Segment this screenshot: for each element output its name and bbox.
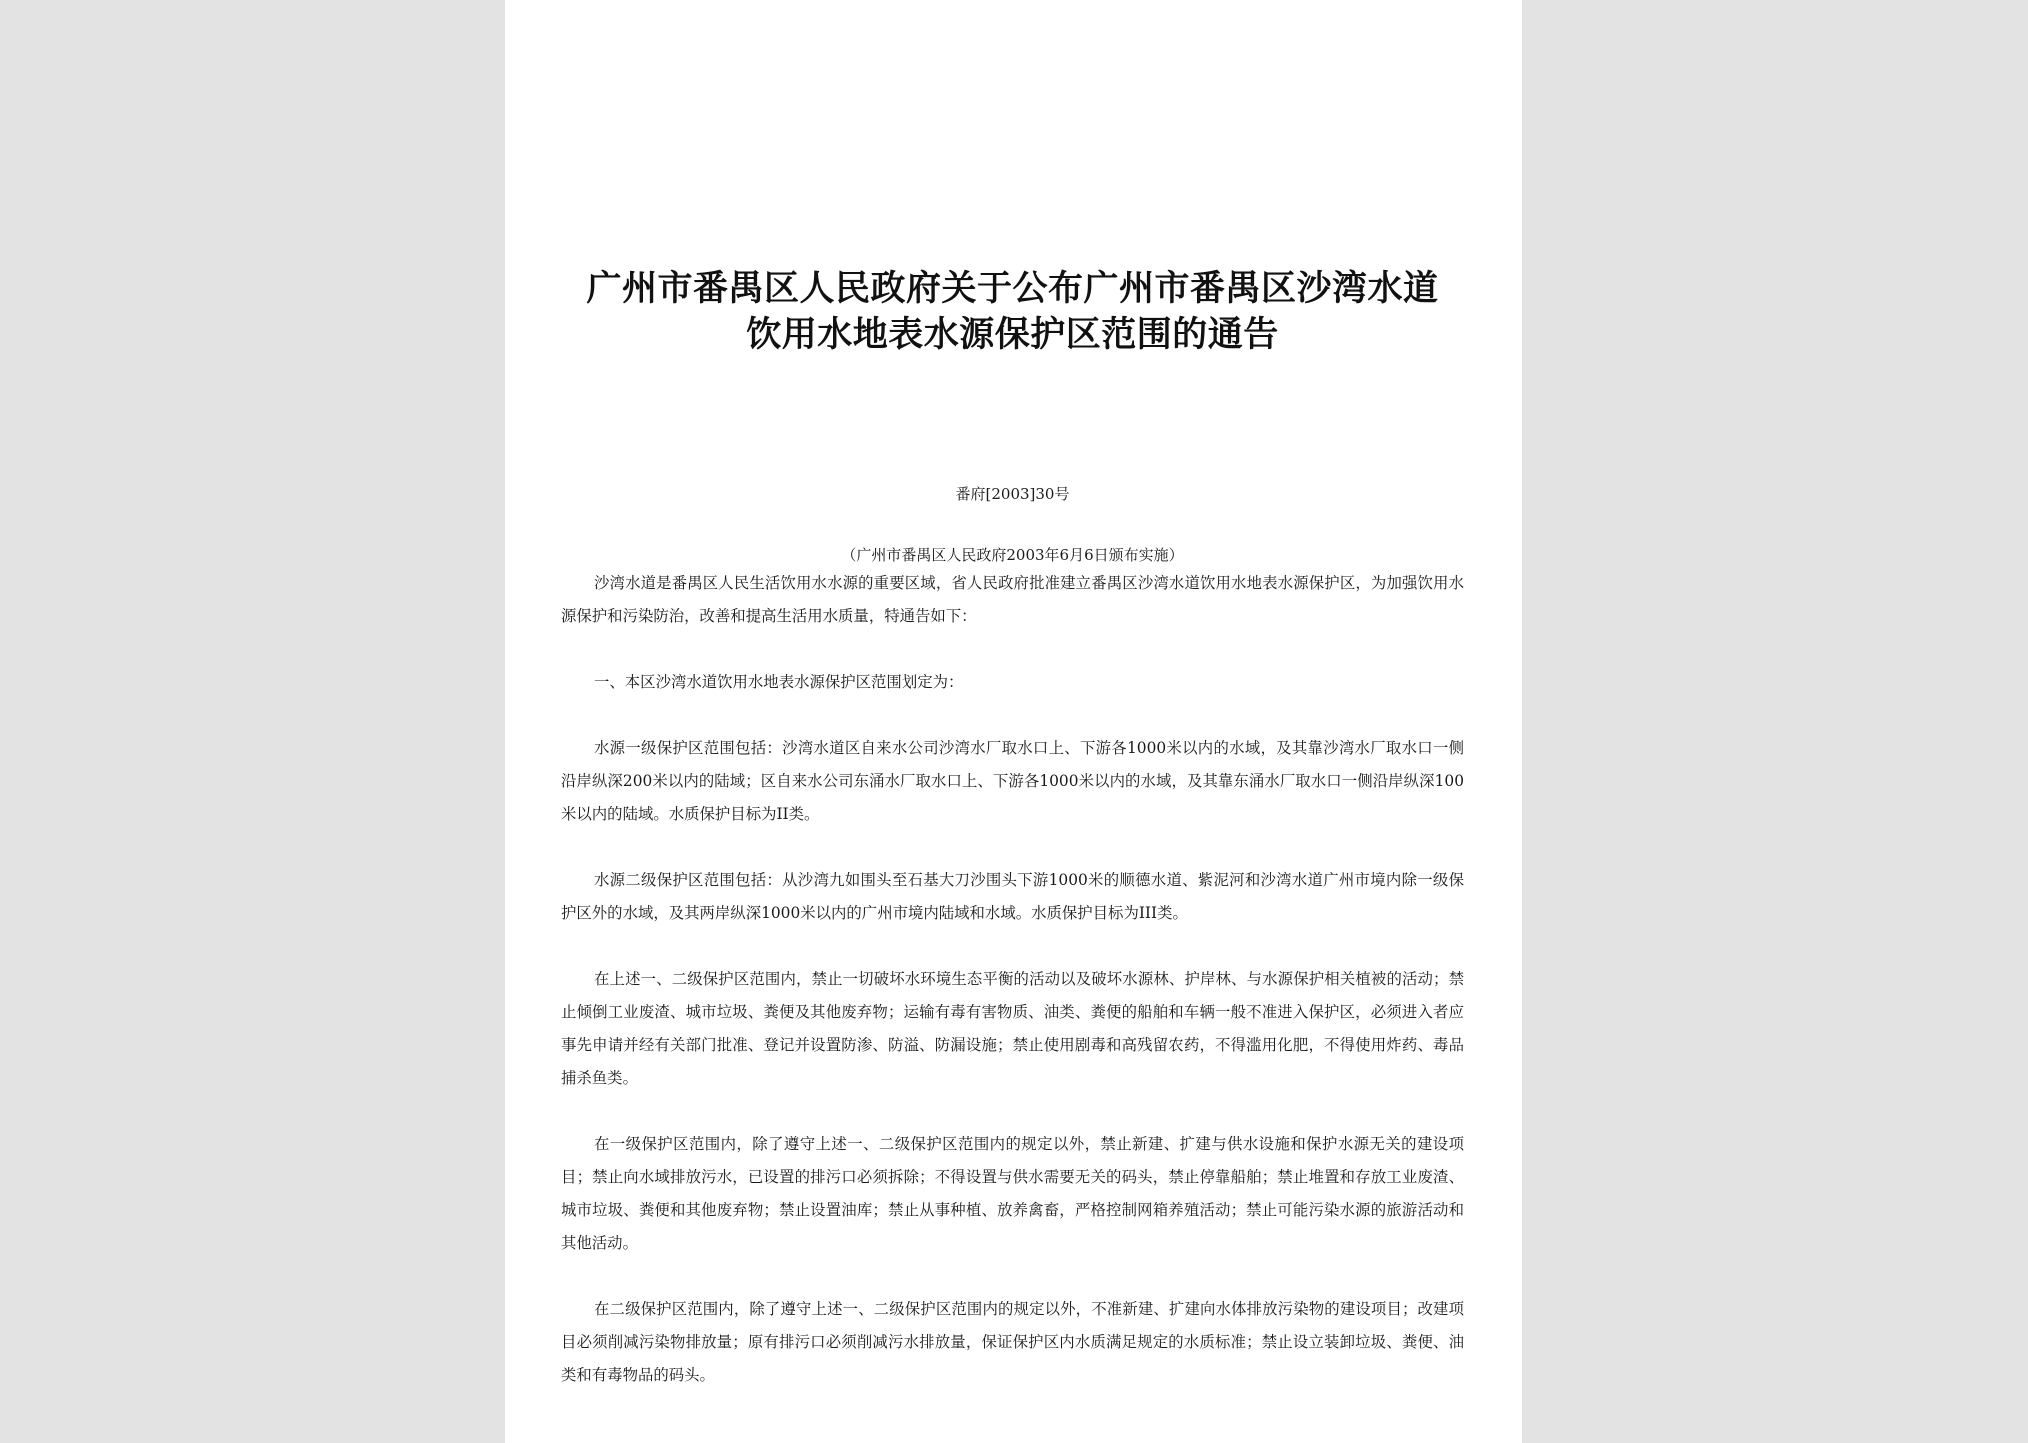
paragraph-level2-zone: 水源二级保护区范围包括：从沙湾九如围头至石基大刀沙围头下游1000米的顺德水道、紫泥河和沙湾水道广州市境内除一级保护区外的水域，及其两岸纵深1000米以内的广州市境内陆域和水域。水质保护目标为III类。: [561, 871, 1464, 922]
title-line-2: 饮用水地表水源保护区范围的通告: [746, 314, 1279, 355]
document-title: [561, 266, 1464, 358]
paragraph-level1-rules: 在一级保护区范围内，除了遵守上述一、二级保护区范围内的规定以外，禁止新建、扩建与供水设施和保护水源无关的建设项目；禁止向水域排放污水，已设置的排污口必须拆除；不得设置与供水需要无关的码头，禁止停靠船舶；禁止堆置和存放工业废渣、城市垃圾、粪便和其他废弃物；禁止设置油库；禁止从事种植、放养禽畜，严格控制网箱养殖活动；禁止可能污染水源的旅游活动和其他活动。: [561, 1135, 1464, 1252]
document-page: [505, 0, 1522, 1443]
paragraph-intro: 沙湾水道是番禺区人民生活饮用水水源的重要区域，省人民政府批准建立番禺区沙湾水道饮用水地表水源保护区，为加强饮用水源保护和污染防治，改善和提高生活用水质量，特通告如下：: [561, 574, 1464, 625]
paragraph-general-prohibitions: 在上述一、二级保护区范围内，禁止一切破坏水环境生态平衡的活动以及破坏水源林、护岸林、与水源保护相关植被的活动；禁止倾倒工业废渣、城市垃圾、粪便及其他废弃物；运输有毒有害物质、油类、粪便的船舶和车辆一般不准进入保护区，必须进入者应事先申请并经有关部门批准、登记并设置防渗、防溢、防漏设施；禁止使用剧毒和高残留农药，不得滥用化肥，不得使用炸药、毒品捕杀鱼类。: [561, 970, 1464, 1087]
paragraph-section-1: 一、本区沙湾水道饮用水地表水源保护区范围划定为：: [594, 673, 964, 691]
paragraph-level2-rules: 在二级保护区范围内，除了遵守上述一、二级保护区范围内的规定以外，不准新建、扩建向水体排放污染物的建设项目；改建项目必须削减污染物排放量；原有排污口必须削减污水排放量，保证保护区内水质满足规定的水质标准；禁止设立装卸垃圾、粪便、油类和有毒物品的码头。: [561, 1300, 1464, 1384]
document-number: 番府[2003]30号: [955, 485, 1070, 503]
issued-note: （广州市番禺区人民政府2003年6月6日颁布实施）: [841, 546, 1184, 564]
title-line-1: 广州市番禺区人民政府关于公布广州市番禺区沙湾水道: [586, 268, 1439, 309]
paragraph-level1-zone: 水源一级保护区范围包括：沙湾水道区自来水公司沙湾水厂取水口上、下游各1000米以内的水域，及其靠沙湾水厂取水口一侧沿岸纵深200米以内的陆域；区自来水公司东涌水厂取水口上、下游各1000米以内的水域，及其靠东涌水厂取水口一侧沿岸纵深100米以内的陆域。水质保护目标为II类。: [561, 739, 1464, 823]
